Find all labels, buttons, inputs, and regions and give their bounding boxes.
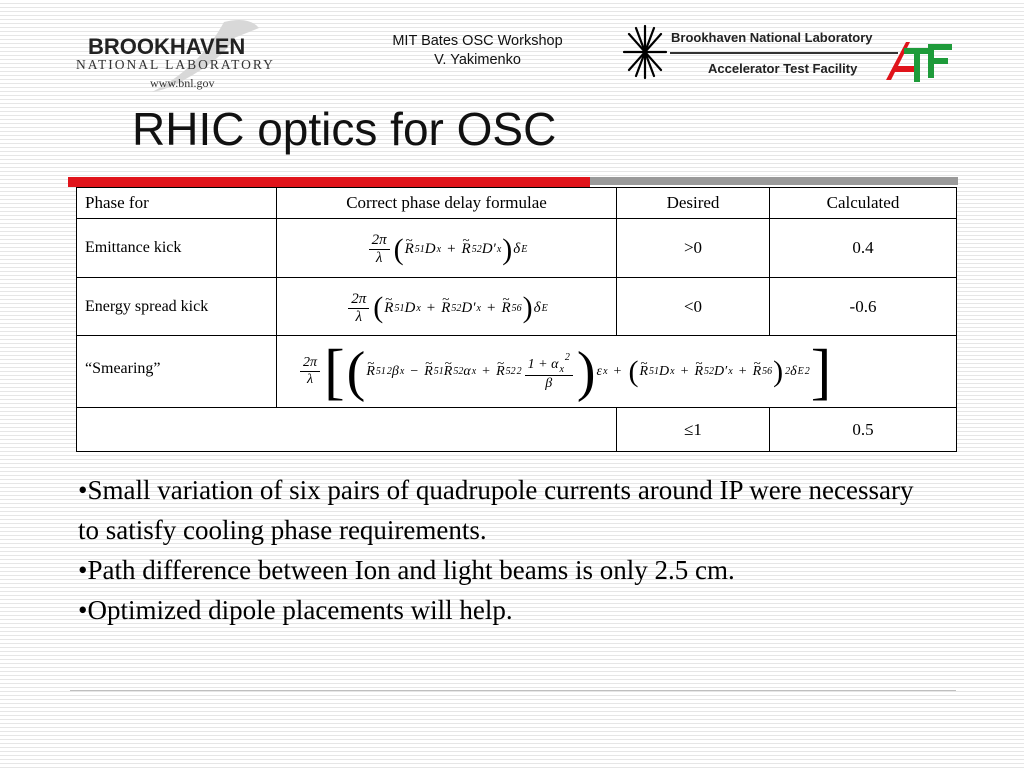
row-label-smearing: “Smearing”: [77, 336, 277, 408]
column-header-formulae: Correct phase delay formulae: [277, 188, 617, 219]
bullet-item: •Small variation of six pairs of quadrupole currents around IP were necessary to satisfy cooling phase requirements.: [78, 475, 914, 545]
star-burst-icon: [620, 22, 670, 82]
row-label-emittance-kick: Emittance kick: [77, 219, 277, 278]
formula-smearing: $\frac{2\pi}{\lambda}$ [ ( ~ R 51 2 β x − ~ R 51 ~ R 52 α x + ~ R 52 2 $\frac{1 + \alpha_x^2}{\beta}$ ) ε x + ( ~ R 51 D x + ~ R 52 D′ x + ~ R 56 ) 2 δ E 2 ]: [277, 336, 957, 408]
desired-smearing: ≤1: [617, 408, 770, 452]
calculated-smearing: 0.5: [770, 408, 957, 452]
bullet-item: •Optimized dipole placements will help.: [78, 595, 513, 625]
atf-logo: [884, 36, 954, 84]
formula-energy-spread-kick: $\frac{2\pi}{\lambda}$ ( ~ R 51 D x + ~ R 52 D′ x + ~ R 56 ) δ E: [277, 278, 617, 336]
bnl-url: www.bnl.gov: [150, 76, 215, 90]
table-row: [77, 278, 957, 336]
table-row: [77, 336, 957, 408]
table-row: [77, 408, 957, 452]
bullet-list: [78, 470, 938, 630]
column-header-calculated: Calculated: [770, 188, 957, 219]
bnl-subtitle: NATIONAL LABORATORY: [76, 57, 275, 72]
workshop-header: [360, 32, 595, 70]
desired-energy-spread-kick: <0: [617, 278, 770, 336]
bullet-item: •Path difference between Ion and light beams is only 2.5 cm.: [78, 555, 735, 585]
column-header-phase-for: Phase for: [77, 188, 277, 219]
column-header-desired: Desired: [617, 188, 770, 219]
table-row: [77, 219, 957, 278]
optics-table: [76, 187, 957, 452]
bnl-name: BROOKHAVEN: [88, 34, 246, 59]
workshop-name: MIT Bates OSC Workshop: [392, 33, 563, 49]
footer-divider: [70, 690, 956, 691]
calculated-emittance-kick: 0.4: [770, 219, 957, 278]
desired-emittance-kick: >0: [617, 219, 770, 278]
row-label-smearing-result: [77, 408, 617, 452]
table-header-row: [77, 188, 957, 219]
page-title: RHIC optics for OSC: [132, 103, 557, 155]
bnl-logo: [74, 18, 289, 93]
atf-facility-label: Accelerator Test Facility: [708, 61, 858, 76]
header-divider: [670, 52, 898, 54]
row-label-energy-spread-kick: Energy spread kick: [77, 278, 277, 336]
title-red-bar: [68, 177, 590, 187]
formula-emittance-kick: $\frac{2\pi}{\lambda}$ ( ~ R 51 D x + ~ R 52 D′ x ) δ E: [277, 219, 617, 278]
bnl-lab-label: Brookhaven National Laboratory: [671, 30, 873, 45]
calculated-energy-spread-kick: -0.6: [770, 278, 957, 336]
title-gray-bar: [590, 177, 958, 185]
author-name: V. Yakimenko: [434, 52, 521, 68]
